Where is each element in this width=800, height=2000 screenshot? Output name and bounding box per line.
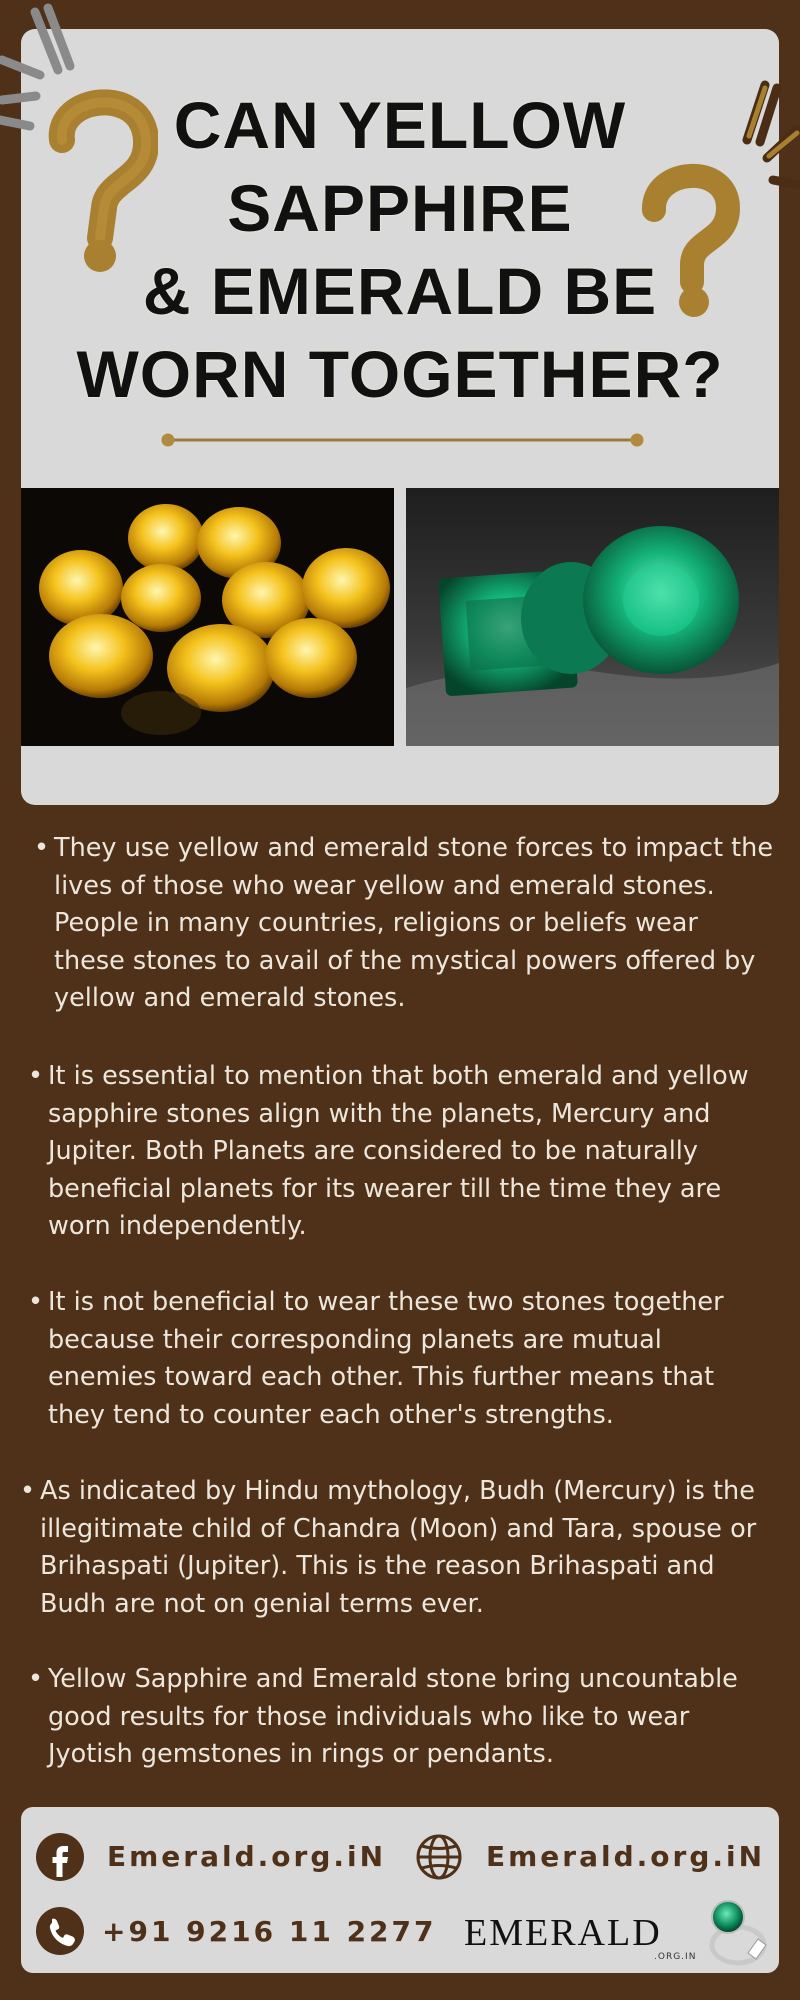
phone-number[interactable]: +91 9216 11 2277 [102, 1915, 437, 1948]
emerald-image [406, 488, 779, 746]
website-link[interactable]: Emerald.org.iN [486, 1840, 766, 1873]
bullet-dot: • [28, 1061, 44, 1091]
bullet-text: It is not beneficial to wear these two stones together because their corresponding planets are mutual enemies toward each other. This further means that they tend to counter each other's strengths. [48, 1287, 724, 1430]
globe-icon[interactable] [414, 1832, 464, 1882]
emerald-ring-logo [700, 1893, 775, 1973]
list-item [34, 830, 774, 1018]
brand-logo-subtext: .ORG.IN [654, 1952, 697, 1962]
title-line: WORN TOGETHER? [76, 337, 724, 411]
title-divider [161, 433, 644, 447]
facebook-icon[interactable] [36, 1833, 84, 1881]
phone-icon[interactable] [36, 1907, 84, 1955]
bullet-dot: • [34, 833, 50, 863]
list-item [20, 1473, 770, 1623]
title-line: & EMERALD BE [142, 254, 658, 328]
brand-logo-text: EMERALD [464, 1912, 662, 1954]
bullet-dot: • [28, 1287, 44, 1317]
bullet-text: It is essential to mention that both emerald and yellow sapphire stones align with the planets, Mercury and Jupiter. Both Planets are considered to be naturally beneficial planets for its wearer till the time they are worn independently. [48, 1061, 749, 1241]
list-item [28, 1661, 768, 1774]
list-item [28, 1284, 778, 1434]
yellow-sapphire-image [21, 488, 394, 746]
title-line: SAPPHIRE [227, 171, 573, 245]
title-line: CAN YELLOW [173, 88, 627, 162]
bullet-dot: • [20, 1476, 36, 1506]
footer-card [21, 1807, 779, 1973]
bullet-text: As indicated by Hindu mythology, Budh (Mercury) is the illegitimate child of Chandra (Moon) and Tara, spouse or Brihaspati (Jupiter). This is the reason Brihaspati and Budh are not on genial terms ever. [40, 1476, 757, 1619]
bullet-dot: • [28, 1664, 44, 1694]
bullet-text: Yellow Sapphire and Emerald stone bring uncountable good results for those individuals who like to wear Jyotish gemstones in rings or pendants. [48, 1664, 738, 1769]
facebook-link[interactable]: Emerald.org.iN [107, 1840, 387, 1873]
bullet-text: They use yellow and emerald stone forces to impact the lives of those who wear yellow and emerald stones. People in many countries, religions or beliefs wear these stones to avail of the mystical powers offered by yellow and emerald stones. [54, 833, 774, 1013]
page-title [0, 84, 800, 416]
list-item [28, 1058, 768, 1246]
